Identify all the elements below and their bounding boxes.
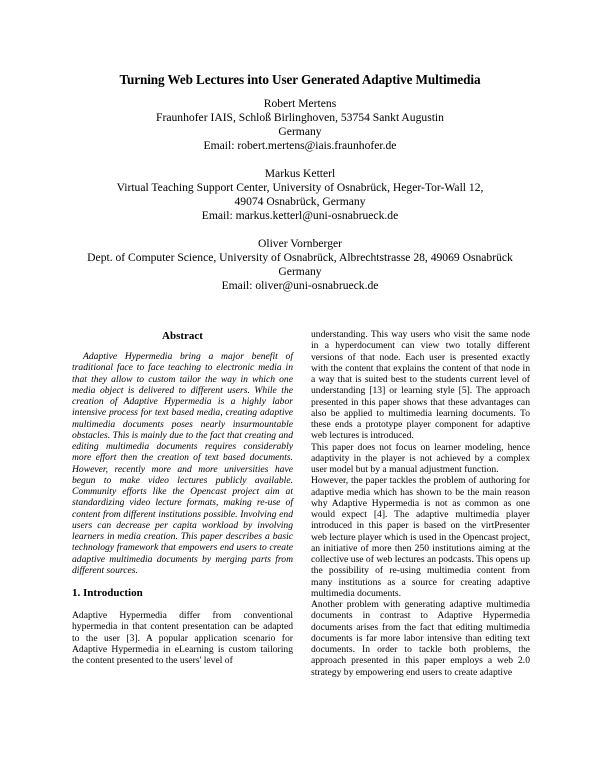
author-block (0, 97, 600, 307)
author-2 (0, 167, 600, 223)
author-name: Robert Mertens (263, 97, 337, 110)
author-affiliation-line: Germany (278, 265, 322, 278)
author-email: Email: markus.ketterl@uni-osnabrueck.de (201, 209, 399, 222)
paper-title: Turning Web Lectures into User Generated Adaptive Multimedia (119, 72, 481, 87)
author-email: Email: oliver@uni-osnabrueck.de (221, 279, 379, 292)
author-affiliation-line: Fraunhofer IAIS, Schloß Birlinghoven, 53754 Sankt Augustin (156, 111, 444, 124)
body-paragraph: understanding. This way users who visit the same node in a hyperdocument can view two totally different versions of that node. Each user is presented exactly with the content that explains the content of that node in a way that is suited best to the students current level of understanding [13] or learning style [5]. The approach presented in this paper shows that these advantages can also be applied to multimedia learning documents. To these ends a prototype player component for adaptive web lectures is introduced. (311, 329, 530, 442)
author-1 (0, 97, 600, 153)
author-affiliation-line: 49074 Osnabrück, Germany (234, 195, 366, 208)
body-paragraph: However, the paper tackles the problem of authoring for adaptive media which has shown to be the main reason why Adaptive Hypermedia is not as common as one would expect [4]. The adaptive multimedia player introduced in this paper is based on the virtPresenter web lecture player which is used in the Opencast project, an initiative of more then 250 institutions aiming at the collective use of web lectures an podcasts. This opens up the possibility of re-using multimedia content from many institutions as a source for creating adaptive multimedia documents. (311, 475, 530, 599)
right-column (311, 329, 530, 678)
author-affiliation-line: Dept. of Computer Science, University of Osnabrück, Albrechtstrasse 28, 49069 Osnabrück (87, 251, 513, 264)
left-column (72, 329, 293, 666)
author-email: Email: robert.mertens@iais.fraunhofer.de (203, 139, 397, 152)
author-affiliation-line: Germany (278, 125, 322, 138)
author-name: Oliver Vornberger (257, 237, 343, 250)
introduction-paragraph: Adaptive Hypermedia differ from conventional hypermedia in that content presentation can be adapted to the user [3]. A popular application scenario for Adaptive Hypermedia in eLearning is custom tailoring the content presented to the users' level of (72, 610, 293, 666)
body-paragraph: This paper does not focus on learner modeling, hence adaptivity in the player is not achieved by a complex user model but by a manual adjustment function. (311, 441, 530, 475)
author-name: Markus Ketterl (264, 167, 336, 180)
abstract-body: Adaptive Hypermedia bring a major benefit of traditional face to face teaching to electronic media in that they allow to custom tailor the way in which one media object is delivered to different users. While the creation of Adaptive Hypermedia is a highly labor intensive process for text based media, creating adaptive multimedia documents poses nearly insurmountable obstacles. This is mainly due to the fact that creating and editing multimedia documents requires considerably more effort then the creation of text based documents. However, recently more and more universities have begun to make video lectures publicly available. Community efforts like the Opencast project aim at standardizing video lecture formats, making re-use of content from different institutions possible. Involving end users can decrease per capita workload by involving learners in media creation. This paper describes a basic technology framework that empowers end users to create adaptive multimedia documents by merging parts from different sources. (72, 351, 293, 576)
author-affiliation-line: Virtual Teaching Support Center, University of Osnabrück, Heger-Tor-Wall 12, (116, 181, 484, 194)
introduction-heading: 1. Introduction (72, 587, 143, 599)
abstract-heading: Abstract (162, 330, 203, 342)
body-paragraph: Another problem with generating adaptive multimedia documents in contrast to Adaptive Hypermedia documents arises from the fact that editing multimedia documents is far more labor intensive than editing text documents. In order to tackle both problems, the approach presented in this paper employs a web 2.0 strategy by empowering end users to create adaptive (311, 599, 530, 678)
author-3 (0, 237, 600, 293)
